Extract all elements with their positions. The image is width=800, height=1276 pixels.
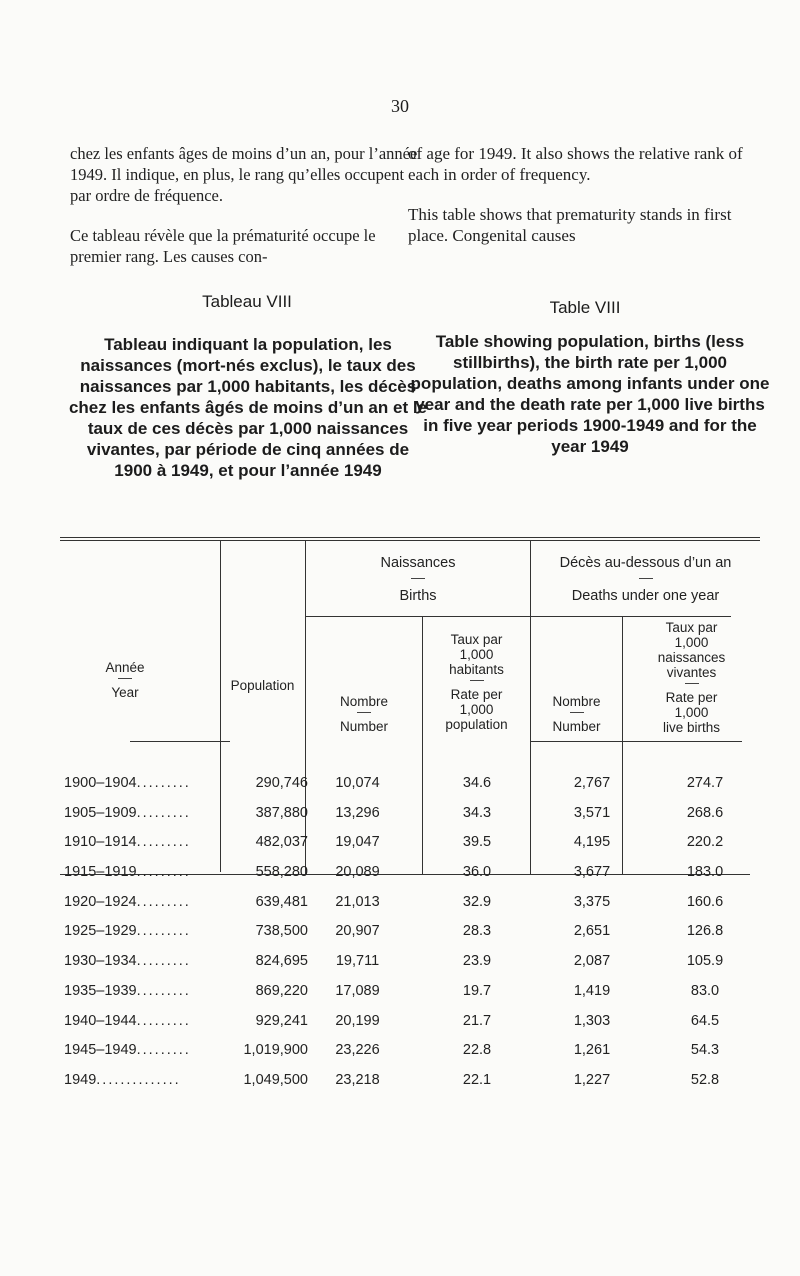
cell-year: 1930–1934......... [64, 953, 191, 970]
cell-death-rate: 183.0 [686, 864, 724, 881]
header-population: Population [230, 678, 295, 693]
cell-birth-rate: 22.1 [462, 1071, 492, 1088]
cell-year: 1910–1914......... [64, 834, 191, 851]
header-year-en: Year [111, 685, 139, 700]
table-row [60, 864, 760, 894]
cell-population: 929,241 [255, 1012, 308, 1029]
header-births-number [306, 694, 422, 734]
cell-deaths: 2,767 [573, 775, 611, 791]
cell-year: 1940–1944......... [64, 1012, 191, 1029]
table-row [60, 1042, 760, 1072]
cell-death-rate: 220.2 [686, 834, 724, 851]
cell-population: 639,481 [255, 893, 308, 910]
header-deaths-en: Deaths under one year [571, 588, 720, 604]
cell-birth-rate: 34.3 [462, 804, 492, 821]
header-death-rate-en-1: Rate per [665, 690, 718, 705]
cell-population: 290,746 [255, 775, 308, 791]
header-dash [357, 712, 371, 717]
header-deaths-fr: Décès au-dessous d’un an [559, 555, 732, 571]
header-birth-rate-en-1: Rate per [450, 687, 503, 702]
cell-deaths: 2,651 [573, 923, 611, 940]
cell-birth-rate: 39.5 [462, 834, 492, 851]
table-caption-fr: Tableau indiquant la population, les naissances (mort-nés exclus), le taux des naissances par 1,000 habitants, les décès chez les enfants âgés de moins d’un an et le taux de ces décès par 1,000 naissances vivantes, par période de cinq années de 1900 à 1949, et pour l’année 1949 [68, 335, 428, 480]
cell-birth-rate: 36.0 [462, 864, 492, 881]
french-text-column [70, 143, 424, 286]
table-row [60, 805, 760, 835]
cell-population: 387,880 [255, 804, 308, 821]
table-row [60, 775, 760, 805]
cell-births: 23,226 [335, 1042, 380, 1059]
cell-death-rate: 83.0 [690, 982, 720, 999]
header-death-rate [623, 620, 760, 735]
table-row [60, 983, 760, 1013]
cell-death-rate: 126.8 [686, 923, 724, 940]
cell-births: 20,907 [335, 923, 380, 940]
header-birth-rate-en-2: 1,000 [459, 702, 494, 717]
page-number: 30 [391, 96, 409, 116]
cell-birth-rate: 34.6 [462, 775, 492, 791]
cell-year: 1935–1939......... [64, 982, 191, 999]
cell-birth-rate: 28.3 [462, 923, 492, 940]
cell-deaths: 1,419 [573, 982, 611, 999]
header-birth-rate-fr-2: 1,000 [459, 647, 494, 662]
header-year-fr: Année [105, 660, 145, 675]
header-dash [118, 678, 132, 683]
table-body [60, 775, 760, 1102]
cell-year: 1925–1929......... [64, 923, 191, 940]
header-number-fr: Nombre [339, 694, 388, 709]
cell-population: 1,019,900 [243, 1042, 308, 1059]
cell-year: 1905–1909......... [64, 804, 191, 821]
table-row [60, 953, 760, 983]
cell-death-rate: 105.9 [686, 953, 724, 970]
table-heading-fr: Tableau VIII [202, 292, 292, 311]
cell-birth-rate: 23.9 [462, 953, 492, 970]
cell-year: 1920–1924......... [64, 893, 191, 910]
cell-deaths: 3,677 [573, 864, 611, 881]
header-dash [639, 578, 653, 583]
cell-births: 10,074 [335, 775, 380, 791]
cell-deaths: 3,375 [573, 893, 611, 910]
cell-death-rate: 52.8 [690, 1071, 720, 1088]
header-births-fr: Naissances [380, 555, 456, 571]
table-row [60, 1013, 760, 1043]
cell-deaths: 1,261 [573, 1042, 611, 1059]
cell-death-rate: 160.6 [686, 893, 724, 910]
header-death-rate-fr-2: 1,000 [674, 635, 709, 650]
header-bottom-rule [530, 741, 742, 742]
cell-births: 23,218 [335, 1071, 380, 1088]
cell-year: 1915–1919......... [64, 864, 191, 881]
table-row [60, 1072, 760, 1102]
table-top-rule-2 [60, 540, 760, 541]
header-dash [570, 712, 584, 717]
cell-births: 20,199 [335, 1012, 380, 1029]
cell-year: 1945–1949......... [64, 1042, 191, 1059]
cell-death-rate: 64.5 [690, 1012, 720, 1029]
header-death-rate-en-2: 1,000 [674, 705, 709, 720]
cell-births: 19,047 [335, 834, 380, 851]
table-heading-en: Table VIII [549, 298, 621, 317]
cell-death-rate: 274.7 [686, 775, 724, 791]
header-births-en: Births [399, 588, 437, 604]
header-death-rate-fr-3: naissances [657, 650, 726, 665]
table-row [60, 834, 760, 864]
header-dash [685, 683, 699, 688]
header-death-rate-fr-4: vivantes [666, 665, 717, 680]
english-paragraph-1: of age for 1949. It also shows the relative rank of each in order of frequency. [408, 144, 743, 184]
cell-deaths: 3,571 [573, 804, 611, 821]
cell-year: 1900–1904......... [64, 775, 191, 791]
cell-year: 1949.............. [64, 1071, 181, 1088]
header-number-en: Number [552, 719, 601, 734]
cell-birth-rate: 19.7 [462, 982, 492, 999]
header-birth-rate [423, 632, 530, 732]
header-dash [470, 680, 484, 685]
header-death-rate-fr-1: Taux par [665, 620, 718, 635]
header-number-en: Number [339, 719, 388, 734]
french-paragraph-2: Ce tableau révèle que la prématurité occupe le premier rang. Les causes con- [70, 226, 376, 266]
table-row [60, 923, 760, 953]
header-death-rate-en-3: live births [662, 720, 721, 735]
table-row [60, 894, 760, 924]
cell-population: 869,220 [255, 982, 308, 999]
cell-deaths: 2,087 [573, 953, 611, 970]
births-group-rule [306, 616, 530, 617]
cell-population: 1,049,500 [243, 1071, 308, 1088]
header-births-group [306, 555, 530, 605]
cell-population: 482,037 [255, 834, 308, 851]
english-paragraph-2: This table shows that prematurity stands in first place. Congenital causes [408, 205, 732, 245]
header-year [60, 660, 190, 700]
cell-death-rate: 268.6 [686, 804, 724, 821]
header-number-fr: Nombre [552, 694, 601, 709]
cell-population: 558,280 [255, 864, 308, 881]
cell-births: 20,089 [335, 864, 380, 881]
header-deaths-group [531, 555, 760, 605]
cell-birth-rate: 21.7 [462, 1012, 492, 1029]
header-bottom-rule [130, 741, 230, 742]
cell-deaths: 1,303 [573, 1012, 611, 1029]
header-dash [411, 578, 425, 583]
cell-births: 17,089 [335, 982, 380, 999]
header-deaths-number [531, 694, 622, 734]
cell-deaths: 1,227 [573, 1071, 611, 1088]
cell-death-rate: 54.3 [690, 1042, 720, 1059]
table-top-rule [60, 537, 760, 538]
cell-births: 13,296 [335, 804, 380, 821]
english-text-column [408, 143, 762, 265]
cell-birth-rate: 22.8 [462, 1042, 492, 1059]
french-paragraph-1: chez les enfants âges de moins d’un an, pour l’année 1949. Il indique, en plus, le rang qu’elles occupent par ordre de fréquence. [70, 144, 418, 205]
cell-population: 738,500 [255, 923, 308, 940]
table-caption-en: Table showing population, births (less stillbirths), the birth rate per 1,000 population, deaths among infants under one year and the death rate per 1,000 live births in five year periods 1900-1949 and for the year 1949 [410, 332, 770, 456]
header-birth-rate-fr-3: habitants [449, 662, 504, 677]
header-birth-rate-fr-1: Taux par [450, 632, 503, 647]
cell-births: 19,711 [335, 953, 380, 970]
cell-birth-rate: 32.9 [462, 893, 492, 910]
cell-births: 21,013 [335, 893, 380, 910]
header-birth-rate-en-3: population [445, 717, 508, 732]
deaths-group-rule [531, 616, 731, 617]
cell-population: 824,695 [255, 953, 308, 970]
cell-deaths: 4,195 [573, 834, 611, 851]
